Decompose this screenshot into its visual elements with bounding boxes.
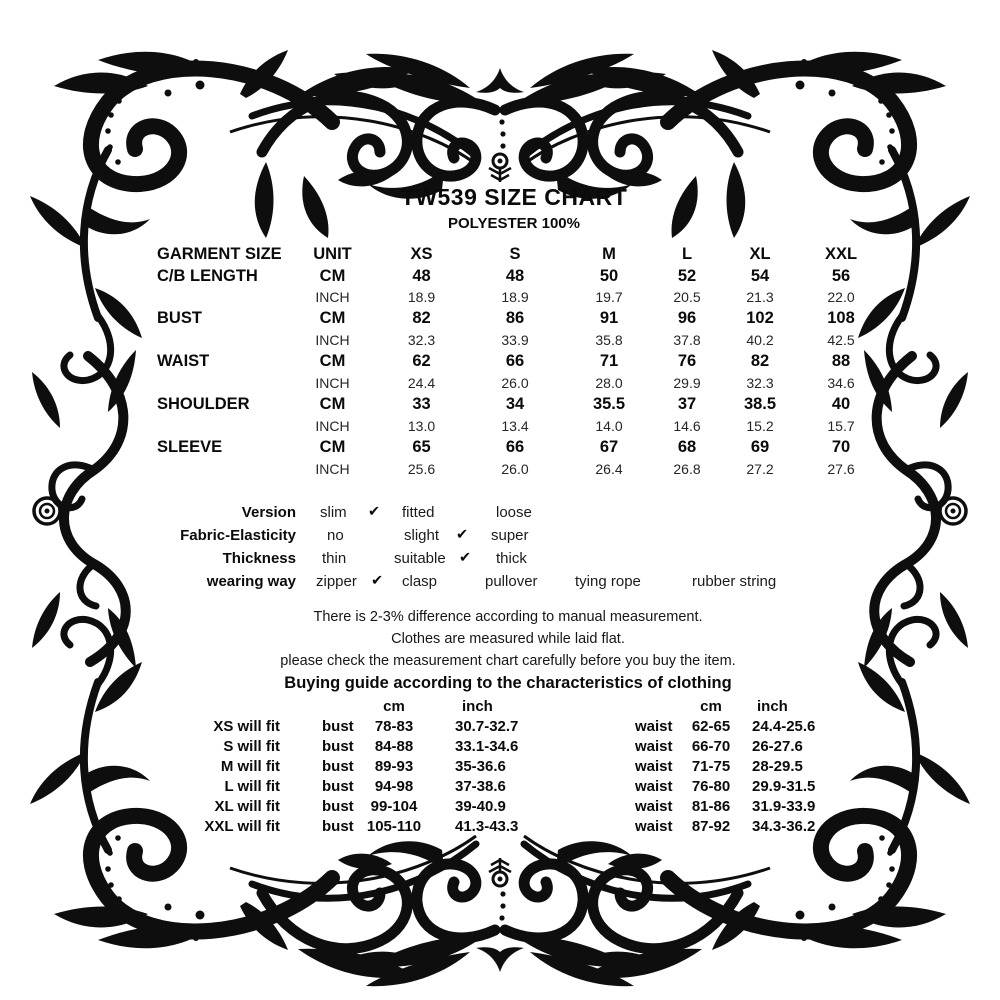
size-value-cell: 34 xyxy=(505,394,525,413)
size-value-cell: 25.6 xyxy=(407,460,436,477)
size-value-cell: 22.0 xyxy=(827,289,855,306)
size-value-cell: 37.8 xyxy=(673,332,701,349)
size-value-cell: 28.0 xyxy=(595,375,623,392)
attribute-label: Thickness xyxy=(222,550,296,567)
fit-size-label: XL will fit xyxy=(214,798,280,815)
size-value-cell: 54 xyxy=(750,266,770,285)
size-value-cell: 14.0 xyxy=(595,417,623,434)
row-label-cb-length: C/B LENGTH xyxy=(157,266,258,285)
size-value-cell: 52 xyxy=(677,266,697,285)
attribute-label: wearing way xyxy=(206,573,296,590)
buying-guide-row-l xyxy=(0,778,1000,798)
size-value-cell: 18.9 xyxy=(501,289,529,306)
size-value-cell: 66 xyxy=(505,352,525,371)
size-value-cell: 102 xyxy=(746,309,774,328)
spacer-cell xyxy=(145,415,290,436)
bust-inch-range: 35-36.6 xyxy=(455,758,506,775)
size-value-cell: 50 xyxy=(599,266,619,285)
column-header-xl: XL xyxy=(749,245,771,264)
row-label-sleeve: SLEEVE xyxy=(157,437,223,456)
unit-cell: INCH xyxy=(315,332,350,349)
size-chart-table xyxy=(145,244,880,479)
size-value-cell: 66 xyxy=(505,437,525,456)
waist-inch-range: 24.4-25.6 xyxy=(752,718,816,735)
check-icon: ✔ xyxy=(368,504,381,520)
bust-label: bust xyxy=(322,738,354,755)
bust-cm-range: 94-98 xyxy=(374,778,414,795)
buying-guide-row-xl xyxy=(0,798,1000,818)
size-value-cell: 32.3 xyxy=(746,375,774,392)
unit-cell: INCH xyxy=(315,375,350,392)
spacer-cell xyxy=(145,287,290,308)
attribute-option: slight xyxy=(404,527,440,544)
bust-inch-range: 39-40.9 xyxy=(455,798,506,815)
waist-label: waist xyxy=(635,758,673,775)
size-value-cell: 68 xyxy=(677,437,697,456)
waist-cm-range: 81-86 xyxy=(691,798,731,815)
size-value-cell: 18.9 xyxy=(407,289,436,306)
spacer-cell xyxy=(145,458,290,479)
size-value-cell: 38.5 xyxy=(743,394,777,413)
waist-label: waist xyxy=(635,798,673,815)
row-label-waist: WAIST xyxy=(157,352,210,371)
attribute-label: Version xyxy=(241,504,296,521)
size-value-cell: 86 xyxy=(505,309,525,328)
attribute-option: thin xyxy=(322,550,347,567)
waist-label: waist xyxy=(635,778,673,795)
attribute-option: no xyxy=(327,527,344,544)
buying-guide-heading: Buying guide according to the characteristics of clothing xyxy=(284,674,732,692)
bust-inch-range: 41.3-43.3 xyxy=(455,818,519,835)
waist-inch-range: 29.9-31.5 xyxy=(752,778,816,795)
buying-guide-row-m xyxy=(0,758,1000,778)
check-icon: ✔ xyxy=(456,527,469,543)
size-value-cell: 27.2 xyxy=(746,460,774,477)
header-bust-inch: inch xyxy=(462,698,493,715)
bust-label: bust xyxy=(322,778,354,795)
bust-cm-range: 89-93 xyxy=(374,758,414,775)
size-value-cell: 24.4 xyxy=(407,375,436,392)
buying-guide-row-xs xyxy=(0,718,1000,738)
check-icon: ✔ xyxy=(459,550,472,566)
note-laid-flat: Clothes are measured while laid flat. xyxy=(391,631,625,647)
size-value-cell: 13.0 xyxy=(407,417,436,434)
bust-label: bust xyxy=(322,818,354,835)
note-check-chart: please check the measurement chart carefully before you buy the item. xyxy=(280,653,736,669)
size-value-cell: 15.2 xyxy=(746,417,774,434)
attribute-option: fitted xyxy=(402,504,435,521)
size-value-cell: 32.3 xyxy=(407,332,436,349)
size-value-cell: 56 xyxy=(831,266,851,285)
spacer-cell xyxy=(145,372,290,393)
size-value-cell: 91 xyxy=(599,309,619,328)
column-header-m: M xyxy=(602,245,616,264)
attribute-option: pullover xyxy=(485,573,538,590)
unit-cell: CM xyxy=(319,394,346,413)
size-value-cell: 15.7 xyxy=(827,417,855,434)
note-measurement-difference: There is 2-3% difference according to manual measurement. xyxy=(313,609,703,625)
buying-guide-row-xxl xyxy=(0,818,1000,838)
bust-label: bust xyxy=(322,758,354,775)
size-value-cell: 82 xyxy=(412,309,431,328)
size-value-cell: 65 xyxy=(412,437,431,456)
bust-inch-range: 30.7-32.7 xyxy=(455,718,519,735)
fit-size-label: M will fit xyxy=(220,758,280,775)
waist-cm-range: 66-70 xyxy=(691,738,731,755)
size-value-cell: 40 xyxy=(831,394,851,413)
size-value-cell: 33.9 xyxy=(501,332,529,349)
size-value-cell: 26.0 xyxy=(501,460,529,477)
size-value-cell: 69 xyxy=(750,437,770,456)
unit-cell: INCH xyxy=(315,460,350,477)
fit-size-label: L will fit xyxy=(224,778,280,795)
header-waist-cm: cm xyxy=(700,698,722,715)
waist-inch-range: 28-29.5 xyxy=(752,758,803,775)
attribute-option: tying rope xyxy=(575,573,641,590)
size-value-cell: 62 xyxy=(412,352,431,371)
waist-inch-range: 34.3-36.2 xyxy=(752,818,816,835)
attribute-row-thickness xyxy=(0,550,1000,570)
size-value-cell: 48 xyxy=(412,266,431,285)
size-value-cell: 42.5 xyxy=(827,332,855,349)
size-value-cell: 20.5 xyxy=(673,289,701,306)
fit-size-label: S will fit xyxy=(223,738,280,755)
column-header-l: L xyxy=(681,245,693,264)
column-header-s: S xyxy=(509,245,521,264)
size-value-cell: 26.4 xyxy=(595,460,623,477)
waist-label: waist xyxy=(635,818,673,835)
size-value-cell: 82 xyxy=(750,352,770,371)
waist-cm-range: 76-80 xyxy=(691,778,731,795)
size-value-cell: 27.6 xyxy=(827,460,855,477)
waist-cm-range: 71-75 xyxy=(691,758,731,775)
page-title: TW539 SIZE CHART xyxy=(400,184,628,210)
size-value-cell: 37 xyxy=(677,394,697,413)
waist-label: waist xyxy=(635,738,673,755)
row-label-shoulder: SHOULDER xyxy=(157,394,250,413)
column-header-xs: XS xyxy=(410,245,433,264)
spacer-cell xyxy=(145,330,290,351)
bust-label: bust xyxy=(322,718,354,735)
waist-cm-range: 87-92 xyxy=(691,818,731,835)
size-value-cell: 13.4 xyxy=(501,417,529,434)
column-header-unit: UNIT xyxy=(313,245,352,264)
size-value-cell: 29.9 xyxy=(673,375,701,392)
header-bust-cm: cm xyxy=(383,698,405,715)
buying-guide-row-s xyxy=(0,738,1000,758)
size-value-cell: 70 xyxy=(831,437,851,456)
bust-cm-range: 99-104 xyxy=(370,798,418,815)
size-value-cell: 96 xyxy=(677,309,697,328)
page-subtitle: POLYESTER 100% xyxy=(447,215,580,232)
size-value-cell: 26.0 xyxy=(501,375,529,392)
size-value-cell: 71 xyxy=(599,352,619,371)
attribute-option: slim xyxy=(320,504,347,521)
unit-cell: CM xyxy=(319,309,346,328)
attribute-option: thick xyxy=(496,550,527,567)
size-value-cell: 108 xyxy=(827,309,855,328)
attribute-label: Fabric-Elasticity xyxy=(180,527,296,544)
unit-cell: CM xyxy=(319,437,346,456)
size-value-cell: 14.6 xyxy=(673,417,701,434)
check-icon: ✔ xyxy=(371,573,384,589)
attribute-option: clasp xyxy=(402,573,438,590)
attribute-row-fabric-elasticity xyxy=(0,527,1000,547)
bust-cm-range: 105-110 xyxy=(366,818,422,835)
size-value-cell: 76 xyxy=(677,352,697,371)
attribute-option: loose xyxy=(496,504,532,521)
bust-cm-range: 84-88 xyxy=(374,738,414,755)
unit-cell: INCH xyxy=(315,417,350,434)
buying-guide-header-row xyxy=(0,698,1000,718)
fit-size-label: XS will fit xyxy=(213,718,280,735)
attribute-option: rubber string xyxy=(692,573,777,590)
waist-cm-range: 62-65 xyxy=(691,718,731,735)
attribute-row-version xyxy=(0,504,1000,524)
size-value-cell: 48 xyxy=(505,266,525,285)
unit-cell: CM xyxy=(319,352,346,371)
attribute-option: suitable xyxy=(394,550,446,567)
size-value-cell: 88 xyxy=(831,352,851,371)
size-value-cell: 33 xyxy=(412,394,431,413)
header-waist-inch: inch xyxy=(757,698,788,715)
column-header-xxl: XXL xyxy=(824,245,858,264)
size-value-cell: 35.8 xyxy=(595,332,623,349)
row-label-bust: BUST xyxy=(157,309,202,328)
size-value-cell: 21.3 xyxy=(746,289,774,306)
bust-inch-range: 37-38.6 xyxy=(455,778,506,795)
size-value-cell: 19.7 xyxy=(595,289,623,306)
waist-inch-range: 26-27.6 xyxy=(752,738,803,755)
size-value-cell: 67 xyxy=(599,437,619,456)
bust-cm-range: 78-83 xyxy=(374,718,414,735)
fit-size-label: XXL will fit xyxy=(204,818,280,835)
attribute-option: zipper xyxy=(316,573,357,590)
waist-inch-range: 31.9-33.9 xyxy=(752,798,816,815)
column-header-garment-size: GARMENT SIZE xyxy=(157,245,282,264)
unit-cell: CM xyxy=(319,266,346,285)
size-value-cell: 34.6 xyxy=(827,375,855,392)
unit-cell: INCH xyxy=(315,289,350,306)
attribute-option: super xyxy=(491,527,529,544)
size-value-cell: 35.5 xyxy=(592,394,626,413)
bust-inch-range: 33.1-34.6 xyxy=(455,738,519,755)
size-value-cell: 40.2 xyxy=(746,332,774,349)
bust-label: bust xyxy=(322,798,354,815)
attribute-row-wearing-way xyxy=(0,573,1000,593)
size-value-cell: 26.8 xyxy=(673,460,701,477)
waist-label: waist xyxy=(635,718,673,735)
